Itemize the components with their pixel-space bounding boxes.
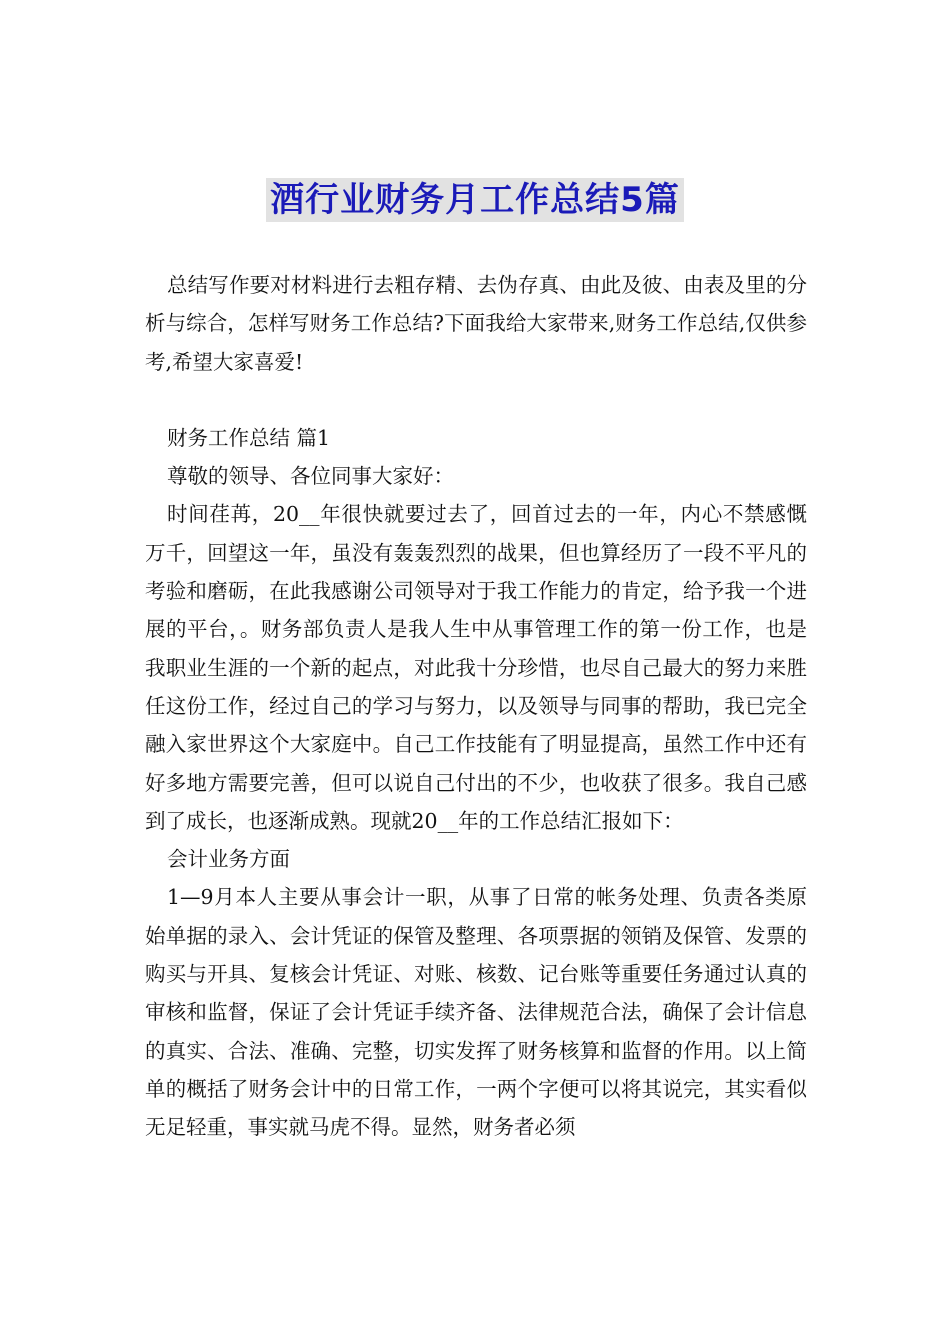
document-title: 酒行业财务月工作总结5篇 [266,178,684,222]
salutation: 尊敬的领导、各位同事大家好： [167,464,454,489]
title-wrapper [0,178,950,222]
body-paragraph: 时间荏苒，20__年很快就要过去了，回首过去的一年，内心不禁感慨万千，回望这一年，虽没有轰轰烈烈的战果，但也算经历了一段不平凡的考验和磨砺，在此我感谢公司领导对于我工作能力的肯定，给予我一个进展的平台，。财务部负责人是我人生中从事管理工作的第一份工作，也是我职业生涯的一个新的起点，对此我十分珍惜，也尽自己最大的努力来胜任这份工作，经过自己的学习与努力，以及领导与同事的帮助，我已完全融入家世界这个大家庭中。自己工作技能有了明显提高，虽然工作中还有好多地方需要完善，但可以说自己付出的不少，也收获了很多。我自己感到了成长，也逐渐成熟。现就20__年的工作总结汇报如下： [145,502,807,833]
document-body [145,266,807,1147]
section-heading: 财务工作总结 篇1 [167,425,331,450]
body-paragraph: 1—9月本人主要从事会计一职，从事了日常的帐务处理、负责各类原始单据的录入、会计凭证的保管及整理、各项票据的领销及保管、发票的购买与开具、复核会计凭证、对账、核数、记台账等重要任务通过认真的审核和监督，保证了会计凭证手续齐备、法律规范合法，确保了会计信息的真实、合法、准确、完整，切实发挥了财务核算和监督的作用。以上简单的概括了财务会计中的日常工作，一两个字便可以将其说完，其实看似无足轻重，事实就马虎不得。显然，财务者必须 [145,885,807,1140]
paragraph-spacer [145,381,807,419]
intro-paragraph: 总结写作要对材料进行去粗存精、去伪存真、由此及彼、由表及里的分析与综合，怎样写财务工作总结?下面我给大家带来,财务工作总结,仅供参考,希望大家喜爱! [145,273,807,374]
subsection-heading: 会计业务方面 [167,847,290,872]
